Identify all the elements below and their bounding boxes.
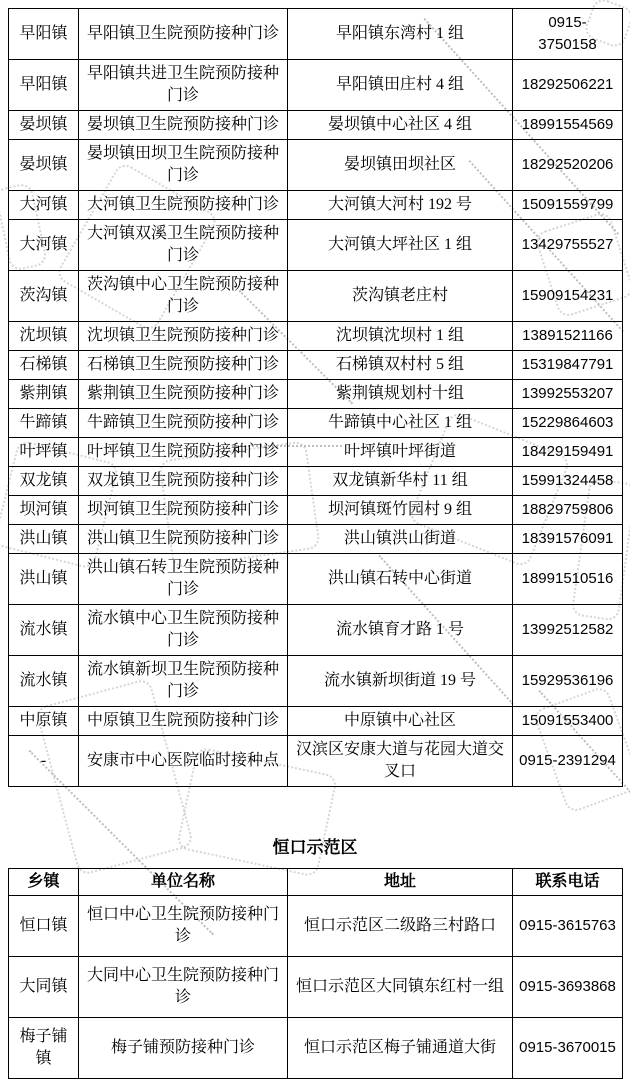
cell-unit-name: 洪山镇卫生院预防接种门诊 — [79, 525, 288, 554]
cell-address: 晏坝镇田坝社区 — [288, 140, 513, 191]
cell-phone: 13992512582 — [513, 605, 623, 656]
cell-phone: 18391576091 — [513, 525, 623, 554]
cell-unit-name: 茨沟镇中心卫生院预防接种门诊 — [79, 271, 288, 322]
section-title-hengkou: 恒口示范区 — [272, 838, 358, 857]
cell-phone: 15991324458 — [513, 467, 623, 496]
cell-address: 紫荆镇规划村十组 — [288, 380, 513, 409]
cell-phone: 0915-3693868 — [513, 957, 623, 1018]
cell-unit-name: 流水镇新坝卫生院预防接种门诊 — [79, 656, 288, 707]
cell-address: 沈坝镇沈坝村 1 组 — [288, 322, 513, 351]
cell-town: 流水镇 — [9, 605, 79, 656]
cell-unit-name: 大同中心卫生院预防接种门诊 — [79, 957, 288, 1018]
table-row — [9, 736, 623, 787]
table-row — [9, 707, 623, 736]
table-row — [9, 496, 623, 525]
cell-town: 恒口镇 — [9, 896, 79, 957]
table-row — [9, 60, 623, 111]
table-row — [9, 554, 623, 605]
cell-address: 晏坝镇中心社区 4 组 — [288, 111, 513, 140]
cell-town: 早阳镇 — [9, 9, 79, 60]
cell-town: 晏坝镇 — [9, 140, 79, 191]
cell-town: 双龙镇 — [9, 467, 79, 496]
cell-address: 早阳镇田庄村 4 组 — [288, 60, 513, 111]
cell-unit-name: 石梯镇卫生院预防接种门诊 — [79, 351, 288, 380]
cell-unit-name: 流水镇中心卫生院预防接种门诊 — [79, 605, 288, 656]
cell-phone: 15091559799 — [513, 191, 623, 220]
cell-address: 茨沟镇老庄村 — [288, 271, 513, 322]
cell-unit-name: 洪山镇石转卫生院预防接种门诊 — [79, 554, 288, 605]
table-row — [9, 140, 623, 191]
table-row — [9, 271, 623, 322]
table-row — [9, 896, 623, 957]
cell-address: 叶坪镇叶坪街道 — [288, 438, 513, 467]
cell-phone: 0915-3615763 — [513, 896, 623, 957]
cell-town: 大河镇 — [9, 220, 79, 271]
hengkou-header-row — [9, 869, 623, 896]
table-row — [9, 9, 623, 60]
cell-address: 双龙镇新华村 11 组 — [288, 467, 513, 496]
cell-address: 石梯镇双村村 5 组 — [288, 351, 513, 380]
cell-phone: 13429755527 — [513, 220, 623, 271]
cell-phone: 15929536196 — [513, 656, 623, 707]
table-row — [9, 467, 623, 496]
column-header: 乡镇 — [9, 869, 79, 896]
cell-unit-name: 叶坪镇卫生院预防接种门诊 — [79, 438, 288, 467]
cell-phone: 15091553400 — [513, 707, 623, 736]
cell-unit-name: 中原镇卫生院预防接种门诊 — [79, 707, 288, 736]
cell-town: 坝河镇 — [9, 496, 79, 525]
table-row — [9, 1018, 623, 1079]
cell-phone: 18292520206 — [513, 140, 623, 191]
cell-phone: 13992553207 — [513, 380, 623, 409]
cell-address: 洪山镇洪山街道 — [288, 525, 513, 554]
cell-phone: 18991510516 — [513, 554, 623, 605]
cell-unit-name: 双龙镇卫生院预防接种门诊 — [79, 467, 288, 496]
cell-town: 早阳镇 — [9, 60, 79, 111]
cell-phone: 18292506221 — [513, 60, 623, 111]
cell-town: 洪山镇 — [9, 525, 79, 554]
cell-phone: 0915-3670015 — [513, 1018, 623, 1079]
cell-phone: 18829759806 — [513, 496, 623, 525]
table-row — [9, 409, 623, 438]
cell-town: - — [9, 736, 79, 787]
table-row — [9, 191, 623, 220]
cell-town: 紫荆镇 — [9, 380, 79, 409]
column-header: 联系电话 — [513, 869, 623, 896]
hengkou-table-body — [9, 896, 623, 1079]
cell-unit-name: 大河镇双溪卫生院预防接种门诊 — [79, 220, 288, 271]
table-row — [9, 380, 623, 409]
table-row — [9, 111, 623, 140]
cell-unit-name: 早阳镇卫生院预防接种门诊 — [79, 9, 288, 60]
cell-unit-name: 大河镇卫生院预防接种门诊 — [79, 191, 288, 220]
table-row — [9, 605, 623, 656]
cell-phone: 0915-2391294 — [513, 736, 623, 787]
cell-town: 沈坝镇 — [9, 322, 79, 351]
cell-town: 大同镇 — [9, 957, 79, 1018]
cell-town: 梅子铺镇 — [9, 1018, 79, 1079]
cell-address: 牛蹄镇中心社区 1 组 — [288, 409, 513, 438]
cell-town: 洪山镇 — [9, 554, 79, 605]
cell-unit-name: 安康市中心医院临时接种点 — [79, 736, 288, 787]
cell-address: 汉滨区安康大道与花园大道交叉口 — [288, 736, 513, 787]
table-row — [9, 220, 623, 271]
cell-unit-name: 紫荆镇卫生院预防接种门诊 — [79, 380, 288, 409]
cell-phone: 15319847791 — [513, 351, 623, 380]
hengkou-district-table — [8, 868, 623, 1079]
cell-town: 大河镇 — [9, 191, 79, 220]
cell-town: 石梯镇 — [9, 351, 79, 380]
column-header: 单位名称 — [79, 869, 288, 896]
column-header: 地址 — [288, 869, 513, 896]
cell-town: 牛蹄镇 — [9, 409, 79, 438]
cell-address: 流水镇育才路 1 号 — [288, 605, 513, 656]
cell-address: 大河镇大坪社区 1 组 — [288, 220, 513, 271]
cell-phone: 13891521166 — [513, 322, 623, 351]
cell-address: 恒口示范区大同镇东红村一组 — [288, 957, 513, 1018]
cell-phone: 18991554569 — [513, 111, 623, 140]
cell-unit-name: 早阳镇共进卫生院预防接种门诊 — [79, 60, 288, 111]
cell-unit-name: 晏坝镇田坝卫生院预防接种门诊 — [79, 140, 288, 191]
cell-address: 恒口示范区二级路三村路口 — [288, 896, 513, 957]
vaccination-clinic-table — [8, 8, 623, 787]
cell-address: 恒口示范区梅子铺通道大街 — [288, 1018, 513, 1079]
cell-town: 晏坝镇 — [9, 111, 79, 140]
cell-town: 叶坪镇 — [9, 438, 79, 467]
cell-phone: 15229864603 — [513, 409, 623, 438]
table-row — [9, 957, 623, 1018]
cell-unit-name: 晏坝镇卫生院预防接种门诊 — [79, 111, 288, 140]
cell-address: 大河镇大河村 192 号 — [288, 191, 513, 220]
cell-address: 洪山镇石转中心街道 — [288, 554, 513, 605]
cell-phone: 18429159491 — [513, 438, 623, 467]
cell-unit-name: 坝河镇卫生院预防接种门诊 — [79, 496, 288, 525]
table-row — [9, 351, 623, 380]
cell-address: 坝河镇斑竹园村 9 组 — [288, 496, 513, 525]
cell-town: 中原镇 — [9, 707, 79, 736]
cell-unit-name: 牛蹄镇卫生院预防接种门诊 — [79, 409, 288, 438]
cell-town: 茨沟镇 — [9, 271, 79, 322]
table-row — [9, 656, 623, 707]
cell-phone: 15909154231 — [513, 271, 623, 322]
cell-unit-name: 恒口中心卫生院预防接种门诊 — [79, 896, 288, 957]
cell-phone: 0915- 3750158 — [513, 9, 623, 60]
vaccination-clinic-table-body — [9, 9, 623, 787]
cell-address: 早阳镇东湾村 1 组 — [288, 9, 513, 60]
cell-address: 中原镇中心社区 — [288, 707, 513, 736]
cell-address: 流水镇新坝街道 19 号 — [288, 656, 513, 707]
table-row — [9, 525, 623, 554]
cell-unit-name: 沈坝镇卫生院预防接种门诊 — [79, 322, 288, 351]
table-row — [9, 322, 623, 351]
cell-town: 流水镇 — [9, 656, 79, 707]
cell-unit-name: 梅子铺预防接种门诊 — [79, 1018, 288, 1079]
table-row — [9, 438, 623, 467]
